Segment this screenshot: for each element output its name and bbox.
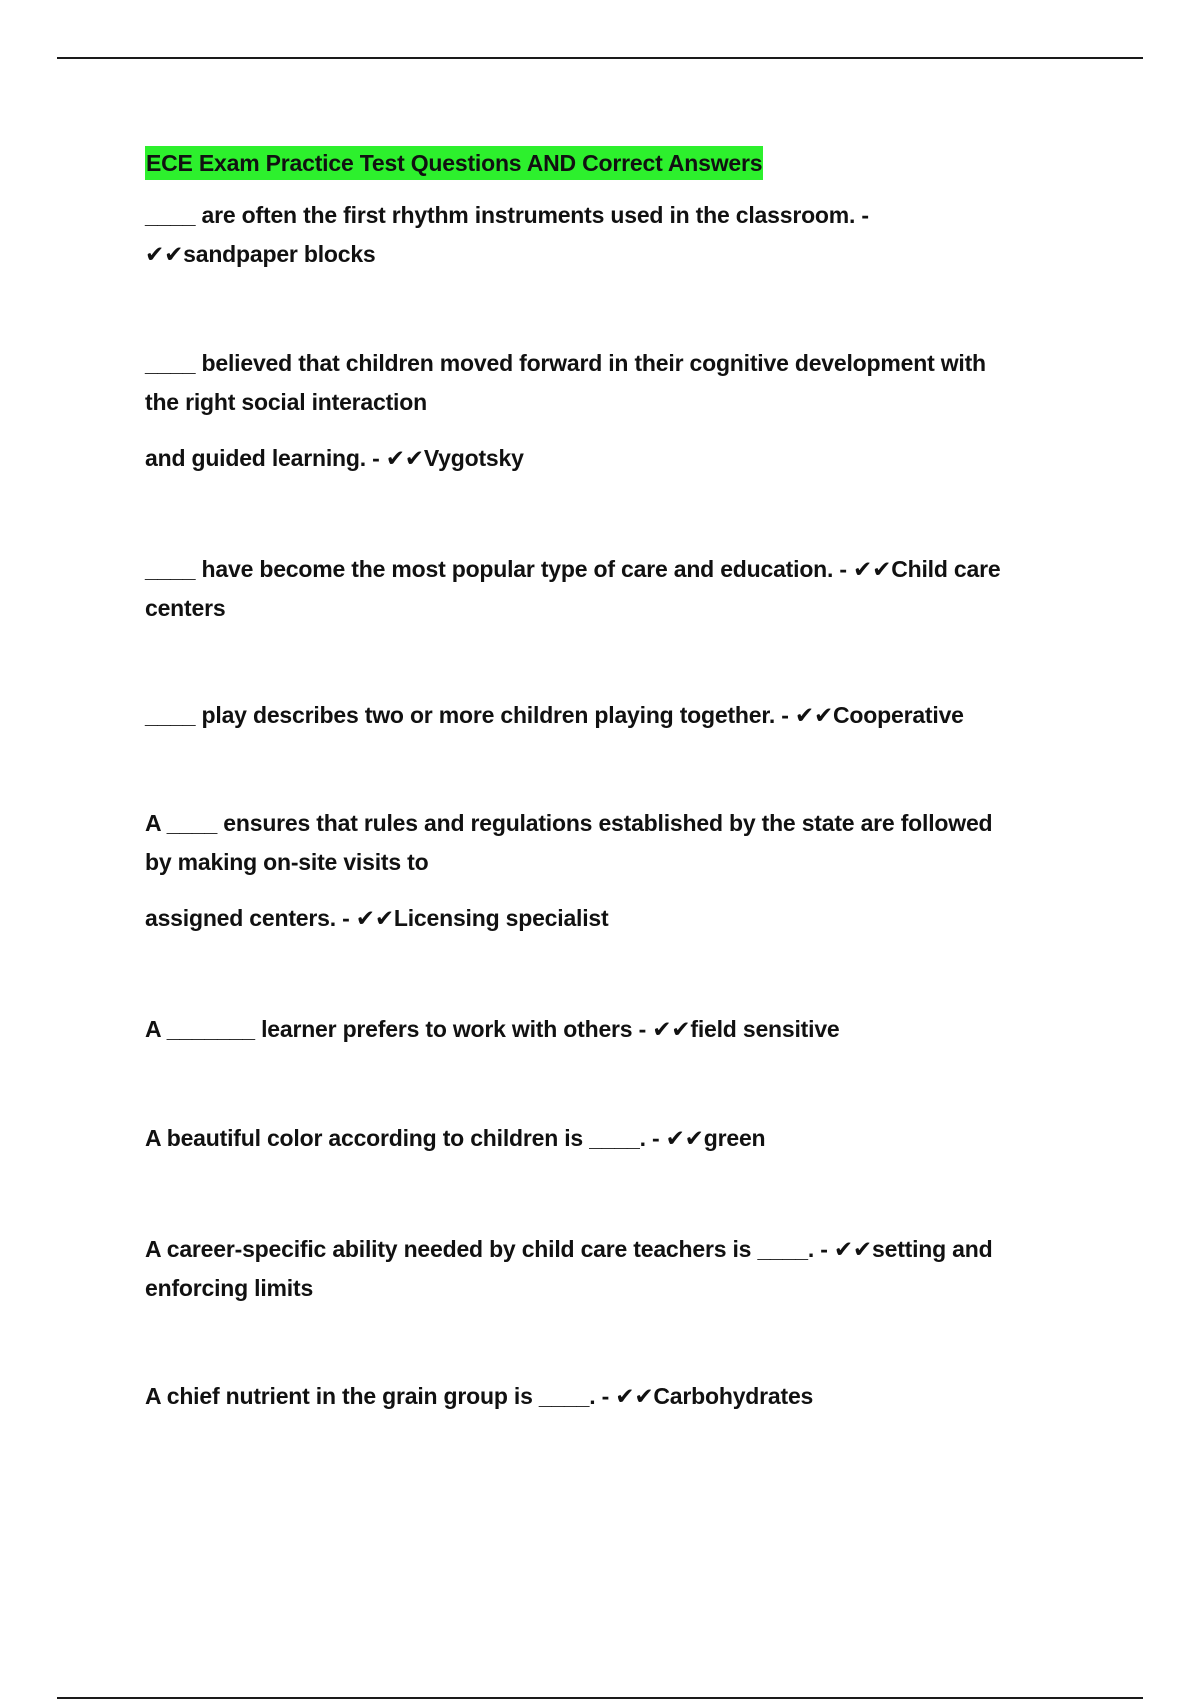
qa-item-9	[145, 1377, 1095, 1416]
qa-line: ____ play describes two or more children playing together. - ✔✔Cooperative	[145, 702, 964, 728]
qa-line: A beautiful color according to children is ____. - ✔✔green	[145, 1125, 766, 1151]
qa-line: the right social interaction	[145, 389, 427, 415]
qa-item-5	[145, 804, 1095, 938]
qa-item-7	[145, 1119, 1095, 1158]
header-rule	[57, 57, 1143, 59]
qa-line: ____ believed that children moved forward in their cognitive development with	[145, 350, 986, 376]
qa-line: enforcing limits	[145, 1275, 314, 1301]
footer-rule	[57, 1697, 1143, 1699]
qa-line: centers	[145, 595, 226, 621]
qa-line: A chief nutrient in the grain group is ____. - ✔✔Carbohydrates	[145, 1383, 814, 1409]
qa-line: and guided learning. - ✔✔Vygotsky	[145, 445, 524, 471]
qa-item-4	[145, 696, 1095, 735]
qa-item-6	[145, 1010, 1095, 1049]
qa-line: ____ have become the most popular type of care and education. - ✔✔Child care	[145, 556, 1001, 582]
document-body	[145, 146, 1095, 180]
qa-line: A ____ ensures that rules and regulations established by the state are followed	[145, 810, 993, 836]
qa-line: ✔✔sandpaper blocks	[145, 241, 376, 267]
qa-item-2	[145, 344, 1095, 478]
qa-line: A career-specific ability needed by child care teachers is ____. - ✔✔setting and	[145, 1236, 993, 1262]
qa-item-8	[145, 1230, 1095, 1308]
qa-line: assigned centers. - ✔✔Licensing specialist	[145, 905, 609, 931]
qa-item-3	[145, 550, 1095, 628]
document-title: ECE Exam Practice Test Questions AND Correct Answers	[145, 146, 763, 180]
qa-line: A _______ learner prefers to work with others - ✔✔field sensitive	[145, 1016, 840, 1042]
qa-item-1	[145, 196, 1095, 274]
qa-line: ____ are often the first rhythm instruments used in the classroom. -	[145, 202, 869, 228]
qa-line: by making on-site visits to	[145, 849, 429, 875]
